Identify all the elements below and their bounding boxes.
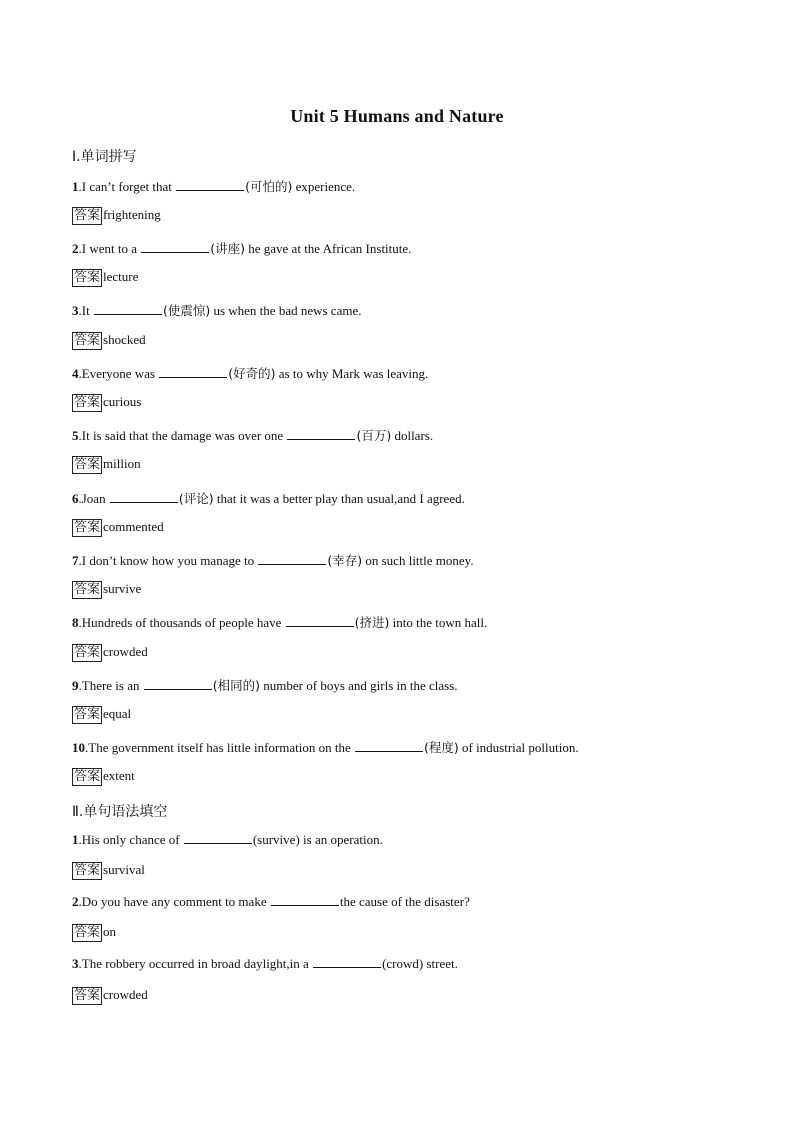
question-text: into the town hall. xyxy=(389,615,488,630)
question-text: street. xyxy=(423,956,458,971)
section-2-heading: Ⅱ.单句语法填空 xyxy=(72,804,168,820)
answer-1-2 xyxy=(72,269,138,287)
question-hint: (程度) xyxy=(423,740,459,755)
answer-text: equal xyxy=(103,706,132,721)
answer-text: crowded xyxy=(103,644,148,659)
question-number: 9 xyxy=(72,678,79,693)
question-text: .The government itself has little information on the xyxy=(85,740,354,755)
question-number: 7 xyxy=(72,553,79,568)
answer-blank xyxy=(258,553,326,565)
question-number: 2 xyxy=(72,241,79,256)
answer-text: frightening xyxy=(103,207,161,222)
question-number: 1 xyxy=(72,179,79,194)
answer-tag: 答案 xyxy=(74,333,101,348)
answer-blank xyxy=(94,303,162,315)
question-text: as to why Mark was leaving. xyxy=(275,366,429,381)
question-text: of industrial pollution. xyxy=(458,740,579,755)
question-hint: (好奇的) xyxy=(228,366,276,381)
answer-2-3 xyxy=(72,987,148,1005)
question-text: us when the bad news came. xyxy=(210,303,362,318)
answer-blank xyxy=(141,241,209,253)
answer-tag: 答案 xyxy=(74,988,101,1003)
question-text: .It is said that the damage was over one xyxy=(78,428,287,443)
answer-tag: 答案 xyxy=(74,582,101,597)
answer-text: on xyxy=(103,924,117,939)
question-1-10 xyxy=(72,738,579,756)
answer-text: shocked xyxy=(103,332,146,347)
answer-text: extent xyxy=(103,768,135,783)
question-hint: (讲座) xyxy=(210,241,245,256)
answer-1-10 xyxy=(72,768,135,786)
question-number: 10 xyxy=(72,740,85,755)
answer-tag: 答案 xyxy=(74,395,101,410)
answer-blank xyxy=(184,832,252,844)
answer-1-3 xyxy=(72,332,146,350)
answer-tag: 答案 xyxy=(74,645,101,660)
question-text: .Everyone was xyxy=(78,366,159,381)
question-number: 4 xyxy=(72,366,79,381)
answer-blank xyxy=(355,740,423,752)
answer-tag: 答案 xyxy=(74,457,101,472)
question-text: that it was a better play than usual,and I agreed. xyxy=(213,491,465,506)
answer-2-1 xyxy=(72,862,145,880)
question-text: .There is an xyxy=(78,678,143,693)
question-text: he gave at the African Institute. xyxy=(245,241,412,256)
answer-tag: 答案 xyxy=(74,925,101,940)
question-hint: (幸存) xyxy=(327,553,363,568)
answer-blank xyxy=(271,894,339,906)
question-1-3 xyxy=(72,301,361,319)
question-1-9 xyxy=(72,676,458,694)
answer-blank xyxy=(159,366,227,378)
question-text: .His only chance of xyxy=(78,832,183,847)
answer-2-2 xyxy=(72,924,116,942)
question-text: .Joan xyxy=(78,491,109,506)
question-hint: (评论) xyxy=(178,491,214,506)
question-text: .I don’t know how you manage to xyxy=(78,553,258,568)
question-hint: (crowd) xyxy=(382,956,424,971)
answer-blank xyxy=(287,428,355,440)
answer-blank xyxy=(176,179,244,191)
answer-text: lecture xyxy=(103,269,139,284)
question-text: experience. xyxy=(292,179,356,194)
question-number: 1 xyxy=(72,832,79,847)
question-1-6 xyxy=(72,489,465,507)
answer-text: commented xyxy=(103,519,164,534)
question-number: 2 xyxy=(72,894,79,909)
section-1-heading: Ⅰ.单词拼写 xyxy=(72,149,137,165)
question-2-1 xyxy=(72,832,383,848)
answer-blank xyxy=(110,491,178,503)
question-hint: (百万) xyxy=(356,428,392,443)
answer-text: survival xyxy=(103,862,145,877)
question-hint: (挤进) xyxy=(354,615,390,630)
question-hint: (survive) xyxy=(252,832,300,847)
question-hint: (可怕的) xyxy=(245,179,293,194)
question-text: on such little money. xyxy=(362,553,474,568)
question-number: 3 xyxy=(72,956,79,971)
question-text: .I went to a xyxy=(78,241,141,256)
question-text: number of boys and girls in the class. xyxy=(260,678,458,693)
question-number: 3 xyxy=(72,303,79,318)
answer-tag: 答案 xyxy=(74,520,101,535)
question-number: 6 xyxy=(72,491,79,506)
question-2-3 xyxy=(72,956,458,972)
question-text: dollars. xyxy=(391,428,434,443)
question-hint: (相同的) xyxy=(212,678,261,693)
question-1-4 xyxy=(72,364,428,382)
question-number: 5 xyxy=(72,428,79,443)
question-text: .The robbery occurred in broad daylight,in a xyxy=(78,956,313,971)
answer-text: crowded xyxy=(103,987,148,1002)
question-1-1 xyxy=(72,177,355,195)
question-1-5 xyxy=(72,426,433,444)
question-1-2 xyxy=(72,239,411,257)
answer-blank xyxy=(313,956,381,968)
page-title: Unit 5 Humans and Nature xyxy=(290,106,504,126)
answer-text: curious xyxy=(103,394,142,409)
question-text: .Do you have any comment to make xyxy=(78,894,270,909)
answer-1-7 xyxy=(72,581,141,599)
question-text: is an operation. xyxy=(299,832,383,847)
answer-tag: 答案 xyxy=(74,707,101,722)
answer-tag: 答案 xyxy=(74,769,101,784)
question-1-8 xyxy=(72,613,487,631)
question-text: .It xyxy=(78,303,93,318)
answer-blank xyxy=(144,678,212,690)
answer-tag: 答案 xyxy=(74,270,101,285)
answer-1-9 xyxy=(72,706,131,724)
answer-blank xyxy=(286,615,354,627)
answer-1-8 xyxy=(72,644,148,662)
question-hint: (使震惊) xyxy=(162,303,211,318)
answer-text: survive xyxy=(103,581,142,596)
answer-tag: 答案 xyxy=(74,208,101,223)
answer-text: million xyxy=(103,456,141,471)
answer-1-1 xyxy=(72,207,161,225)
question-number: 8 xyxy=(72,615,79,630)
question-text: the cause of the disaster? xyxy=(339,894,470,909)
question-1-7 xyxy=(72,551,474,569)
question-text: .I can’t forget that xyxy=(78,179,176,194)
answer-1-4 xyxy=(72,394,141,412)
answer-1-5 xyxy=(72,456,141,474)
question-2-2 xyxy=(72,894,470,910)
answer-1-6 xyxy=(72,519,164,537)
question-text: .Hundreds of thousands of people have xyxy=(78,615,285,630)
answer-tag: 答案 xyxy=(74,863,101,878)
